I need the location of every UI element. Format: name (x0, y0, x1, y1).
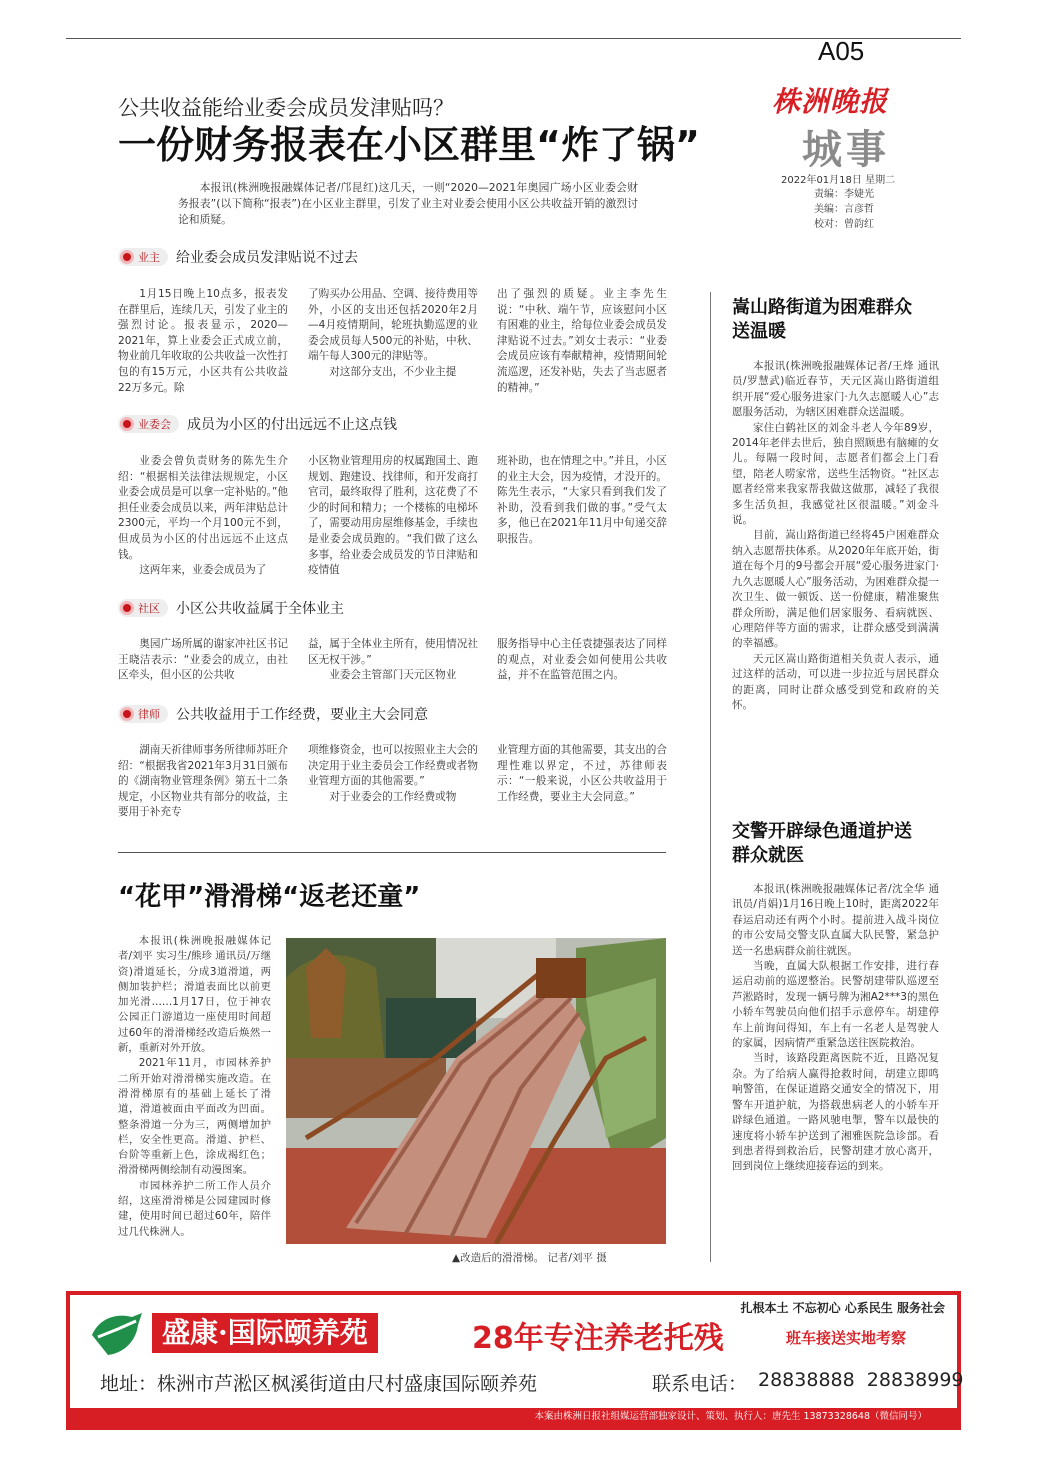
s2-col3: 班补助，也在情理之中。”并且，小区的业主大会，因为疫情，才没开的。陈先生表示，“大家只看到我们发了补助，没看到我们做的事。”受气太多，他已在2021年11月中旬递交辞职报告。 (497, 455, 667, 545)
section-tag: 业主 (138, 251, 160, 264)
s3-col3: 服务指导中心主任袁捷强表达了同样的观点，对业委会如何使用公共收益，并不在监管范围之内。 (497, 638, 667, 682)
section-tag: 律师 (138, 708, 160, 721)
s2-col2: 小区物业管理用房的权属跑国土、跑规划、跑建设、找律师，和开发商打官司，最终取得了胜利，这花费了不少的时间和精力；一个楼栋的电梯坏了，需要动用房屋维修基金，手续也是业委会成员跑的。“我们做了这么多事，给业委会成员发的节日津贴和疫情值 (308, 455, 478, 577)
section-title: 给业委会成员发津贴说不过去 (176, 250, 358, 266)
section-bullet-icon (120, 250, 134, 264)
page-number: A05 (818, 36, 865, 66)
photo-caption: ▲改造后的滑滑梯。 记者/刘平 摄 (452, 1252, 607, 1264)
ad-pickup: 班车接送实地考察 (786, 1329, 907, 1347)
section-community (118, 598, 344, 618)
s4-col1: 湖南天祈律师事务所律师苏旺介绍：“根据我省2021年3月31日颁布的《湖南物业管理条例》第五十二条规定，小区物业共有部分的收益，主要用于补充专 (118, 744, 288, 819)
slide-headline: “花甲”滑滑梯“返老还童” (118, 882, 421, 912)
s4-col3: 业管理方面的其他需要，其支出的合理性难以界定，不过，苏律师表示：“一般来说，小区公共收益用于工作经费，要业主大会同意。” (497, 744, 667, 803)
brand-logo: 株洲晚报 (772, 85, 889, 118)
section-owners (118, 247, 358, 267)
section-title: 小区公共收益属于全体业主 (176, 601, 344, 617)
ad-footer (70, 1408, 957, 1426)
section-title: 成员为小区的付出远远不止这点钱 (187, 417, 397, 433)
slide-photo-drawing (286, 938, 666, 1244)
headline: 一份财务报表在小区群里“炸了锅” (118, 123, 700, 167)
s3-col2: 益，属于全体业主所有，使用情况社区无权干涉。” 业委会主管部门天元区物业 (308, 638, 478, 682)
s1-col2: 了购买办公用品、空调、接待费用等外，小区的支出还包括2020年2月—4月疫情期间，轮班执勤巡逻的业委会成员每人500元的补贴，中秋、端午每人300元的津贴等。 对这部分支出，不少业主提 (308, 288, 478, 378)
ad-phones: 28838888 28838999 (758, 1369, 964, 1391)
hand-logo-icon (88, 1307, 146, 1361)
s4-col2: 项维修资金，也可以按照业主大会的决定用于业主委员会工作经费或者物业管理方面的其他需要。” 对于业委会的工作经费或物 (308, 744, 478, 803)
slide-photo (286, 938, 666, 1244)
s3-col1: 奥园广场所属的谢家冲社区书记王晓洁表示：“业委会的成立，由社区牵头，但小区的公共收 (118, 638, 288, 682)
s1-col3: 出了强烈的质疑。业主李先生说：“中秋、端午节，应该慰问小区有困难的业主，给每位业委会成员发津贴说不过去。”刘女士表示：“业委会成员应该有奉献精神，疫情期间轮流巡逻，还发补贴，失去了当志愿者的精神。” (497, 288, 667, 394)
lead-paragraph: 本报讯(株洲晚报融媒体记者/邝昆红)这几天，一则“2020—2021年奥园广场小区业委会财务报表”(以下简称“报表”)在小区业主群里，引发了业主对业委会使用小区公共收益开销的激烈讨论和质疑。 (178, 181, 638, 226)
slide-text: 本报讯(株洲晚报融媒体记者/刘平 实习生/熊珍 通讯员/万继资)滑道延长，分成3道滑道，两侧加装护栏；滑道表面比以前更加光滑……1月17日，位于神农公园正门游道边一座使用时间超过60年的滑滑梯经改造后焕然一新，重新对外开放。 2021年11月，市园林养护二所开始对滑滑梯实施改造。在滑滑梯原有的基础上延长了滑道，滑道被面由平面改为凹面。整条滑道一分为三，两侧增加护栏，安全性更高。滑道、护栏、台阶等重新上色，涂成褐红色；滑滑梯两侧绘制有动漫图案。 市园林养护二所工作人员介绍，这座滑滑梯是公园建园时修建，使用时间已超过60年，陪伴过几代株洲人。 (118, 935, 271, 1238)
ad-footer-text: 本案由株洲日报社组媒运营部独家设计、策划、执行人：唐先生 13873328648（微信同号） (534, 1411, 927, 1422)
page-date: 2022年01月18日 星期二 (781, 175, 896, 186)
section-tag: 社区 (138, 602, 160, 615)
section-committee (118, 414, 397, 434)
ad-brand-name: 盛康·国际颐养苑 (152, 1313, 378, 1353)
s2-col1: 业委会曾负责财务的陈先生介绍：“根据相关法律法规规定，小区业委会成员是可以拿一定补贴的。”他担任业委会成员以来，两年津贴总计2300元，平均一个月100元不到，但成员为小区的付出远远不止这点钱。 这两年来，业委会成员为了 (118, 455, 288, 577)
section-bullet-icon (120, 417, 134, 431)
s1-col1: 1月15日晚上10点多，报表发在群里后，连续几天，引发了业主的强烈讨论。报表显示，2020—2021年，算上业委会正式成立前，物业前几年收取的公共收益一次性打包的有15万元，小区共有公共收益22万多元。除 (118, 288, 288, 394)
side2-title: 交警开辟绿色通道护送群众就医 (732, 821, 912, 866)
section-lawyer (118, 704, 428, 724)
ad-phone-label: 联系电话： (652, 1373, 748, 1395)
ad-address: 地址：株洲市芦淞区枫溪街道由尺村盛康国际颐养苑 (100, 1373, 538, 1395)
section-name: 城事 (802, 126, 890, 173)
designer: 美编：言彦哲 (814, 204, 874, 215)
side1-title: 嵩山路街道为困难群众送温暖 (732, 297, 912, 342)
ad-slogan: 扎根本土 不忘初心 心系民生 服务社会 (740, 1301, 945, 1315)
ad-claim: 28年专注养老托残 (472, 1321, 724, 1356)
section-bullet-icon (120, 601, 134, 615)
editor: 责编：李婕光 (814, 189, 874, 200)
side2-text: 本报讯(株洲晚报融媒体记者/沈全华 通讯员/肖娟)1月16日晚上10时，距离2022年春运启动还有两个小时。提前进入战斗岗位的市公安局交警支队直属大队民警，紧急护送一名患病群众前往就医。 当晚，直属大队根据工作安排，进行春运启动前的巡逻整治。民警胡建带队巡逻至芦淞路时，发现一辆号牌为湘A2***3的黑色小轿车驾驶员向他们招手示意停车。胡建停车上前询问得知，车上有一名老人是驾驶人的家属，因病情严重紧急送往医院救治。 当时，该路段距离医院不近，且路况复杂。为了给病人赢得抢救时间，胡建立即鸣响警笛，在保证道路交通安全的情况下，用警车开道护航，为搭载患病老人的小轿车开辟绿色通道。一路风驰电掣，警车以最快的速度将小轿车护送到了湘雅医院急诊部。看到患者得到救治后，民警胡建才放心离开，回到岗位上继续迎接春运的到来。 (732, 883, 939, 1173)
hand-logo-drawing (88, 1307, 146, 1361)
section-bullet-icon (120, 707, 134, 721)
advertisement (66, 1291, 964, 1430)
kicker: 公共收益能给业委会成员发津贴吗？ (118, 96, 454, 120)
section-tag: 业委会 (138, 418, 171, 431)
section-title: 公共收益用于工作经费，要业主大会同意 (176, 707, 428, 723)
side1-text: 本报讯(株洲晚报融媒体记者/王烽 通讯员/罗慧武)临近春节，天元区嵩山路街道组织开展“爱心服务进家门·九久志愿暖人心”志愿服务活动，为辖区困难群众送温暖。 家住白鹤社区的刘金斗老人今年89岁，2014年老伴去世后，独自照顾患有脑瘫的女儿。每隔一段时间，志愿者们都会上门看望，陪老人唠家常，送些生活物资。“社区志愿者经常来我家帮我做这做那，减轻了我很多生活负担，我感觉社区很温暖。”刘金斗说。 目前，嵩山路街道已经将45户困难群众纳入志愿帮扶体系。从2020年年底开始，街道在每个月的9号都会开展“爱心服务进家门·九久志愿暖人心”服务活动，为困难群众提一次卫生、做一顿饭、送一份健康，精准聚焦群众所盼，满足他们居家服务、看病就医、心理陪伴等方面的需求，让群众感受到满满的幸福感。 天元区嵩山路街道相关负责人表示，通过这样的活动，可以进一步拉近与居民群众的距离，同时让群众感受到党和政府的关怀。 (732, 360, 939, 711)
proofreader: 校对：曾韵红 (814, 219, 874, 230)
